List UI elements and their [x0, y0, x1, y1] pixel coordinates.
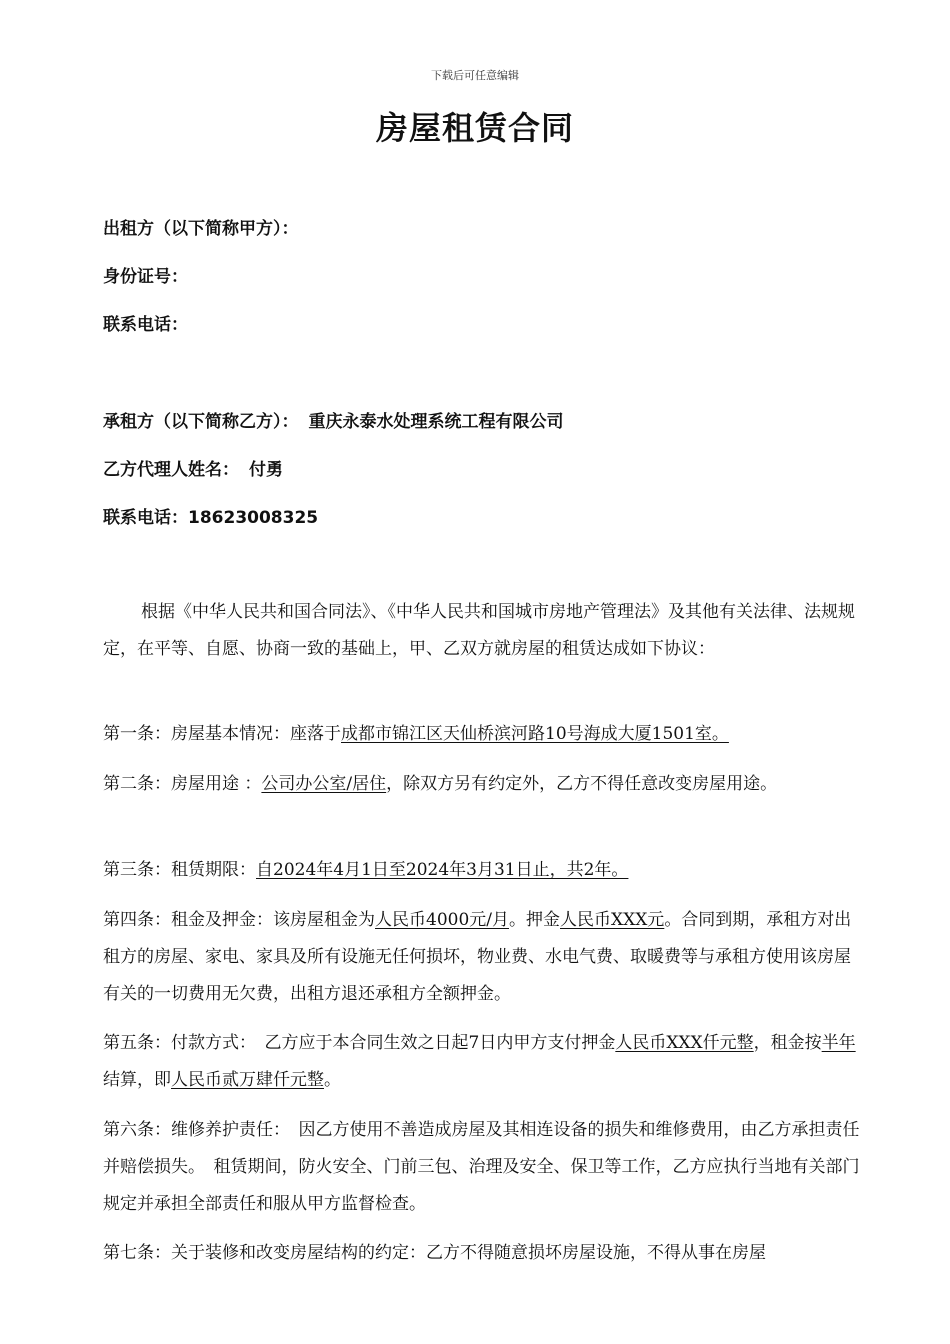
document-title: 房屋租赁合同 — [375, 109, 574, 147]
clause-5-lead: 第五条：付款方式： 乙方应于本合同生效之日起7日内甲方支付押金 — [103, 1033, 616, 1053]
clause-2-rest: ，除双方另有约定外，乙方不得任意改变房屋用途。 — [386, 774, 778, 794]
lessee-name-line — [103, 407, 564, 432]
clause-3 — [103, 852, 863, 889]
clause-3-lead: 第三条：租赁期限： — [103, 860, 256, 880]
lessor-id-line — [103, 262, 188, 287]
clause-4-rest: 。合同到期，承租方对出租方的房屋、家电、家具及所有设施无任何损坏，物业费、水电气费、取暖费等与承租方使用该房屋有关的一切费用无欠费，出租方退还承租方全额押金。 — [103, 910, 852, 1004]
clause-4 — [103, 902, 863, 1013]
lessee-agent-value: 付勇 — [249, 460, 283, 480]
clause-4-lead: 第四条：租金及押金：该房屋租金为 — [103, 910, 375, 930]
header-note: 下载后可任意编辑 — [431, 69, 519, 82]
clause-6: 第六条：维修养护责任： 因乙方使用不善造成房屋及其相连设备的损失和维修费用，由乙方承担责任并赔偿损失。 租赁期间，防火安全、门前三包、治理及安全、保卫等工作，乙方应执行当地有关部门规定并承担全部责任和服从甲方监督检查。 — [103, 1120, 860, 1214]
clause-5-end: 。 — [324, 1070, 341, 1090]
clause-2-lead: 第二条：房屋用途 ： — [103, 774, 262, 794]
lessee-name-value: 重庆永泰水处理系统工程有限公司 — [308, 412, 564, 432]
clause-5-deposit: 人民币XXX仟元整 — [615, 1033, 754, 1053]
lessee-agent-line — [103, 455, 283, 480]
lessee-phone-label: 联系电话： — [103, 508, 188, 528]
lessor-name-line — [103, 214, 299, 239]
clause-5 — [103, 1025, 863, 1099]
clause-1 — [103, 716, 863, 753]
clause-4-rent: 人民币4000元/月 — [375, 910, 509, 930]
clause-1-address: 成都市锦江区天仙桥滨河路10号海成大厦1501室。 — [341, 724, 729, 744]
clause-5-mid: ，租金按 — [753, 1033, 822, 1053]
clause-3-term: 自2024年4月1日至2024年3月31日止，共2年。 — [256, 860, 629, 880]
lessee-phone-line — [103, 503, 318, 528]
clause-4-mid: 。押金 — [509, 910, 560, 930]
lessee-name-label: 承租方（以下简称乙方）： — [103, 412, 299, 432]
clause-5-amount: 人民币贰万肆仟元整 — [171, 1070, 324, 1090]
lessor-id-label: 身份证号： — [103, 267, 188, 287]
lessee-phone-value: 18623008325 — [188, 508, 319, 528]
clause-2 — [103, 766, 863, 803]
clause-7: 第七条：关于装修和改变房屋结构的约定：乙方不得随意损坏房屋设施，不得从事在房屋 — [103, 1243, 766, 1263]
lessee-agent-label: 乙方代理人姓名： — [103, 460, 239, 480]
clause-1-lead: 第一条：房屋基本情况：座落于 — [103, 724, 341, 744]
preamble-paragraph: 根据《中华人民共和国合同法》、《中华人民共和国城市房地产管理法》及其他有关法律、法规规定，在平等、自愿、协商一致的基础上，甲、乙双方就房屋的租赁达成如下协议： — [103, 602, 855, 659]
clause-5-period: 半年 — [821, 1033, 856, 1053]
clause-4-deposit: 人民币XXX元 — [560, 910, 665, 930]
clause-2-use: 公司办公室/居住 — [261, 774, 387, 794]
lessor-phone-line — [103, 310, 188, 335]
lessor-phone-label: 联系电话： — [103, 315, 188, 335]
lessor-name-label: 出租方（以下简称甲方）： — [103, 219, 299, 239]
clause-5-mid2: 结算，即 — [103, 1070, 171, 1090]
